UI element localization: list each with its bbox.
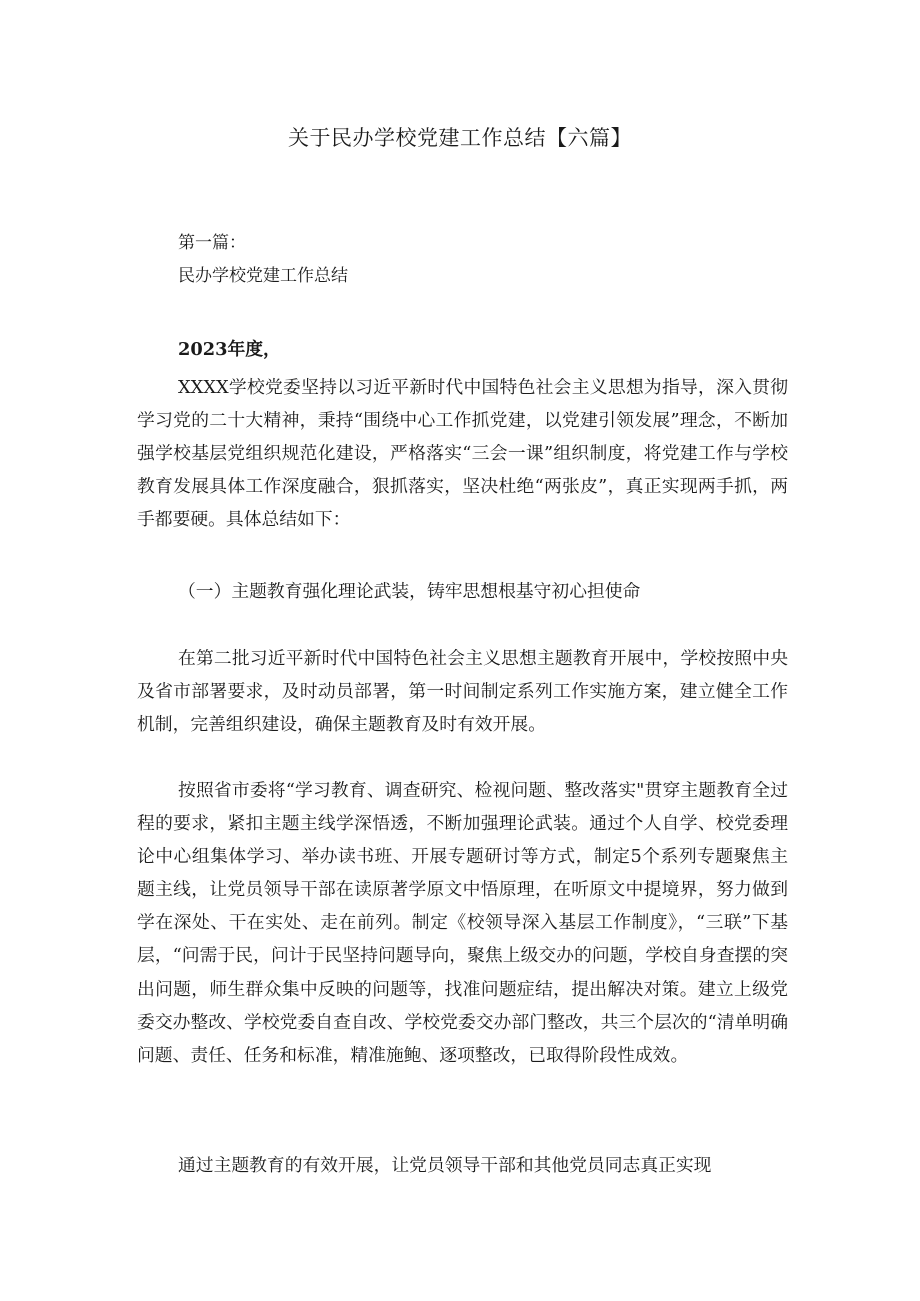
chapter-label: 第一篇： — [178, 233, 246, 253]
document-title: 关于民办学校党建工作总结【六篇】 — [288, 126, 632, 150]
section-heading: （一）主题教育强化理论武装，铸牢思想根基守初心担使命 — [178, 581, 641, 602]
paragraph-intro: XXXX学校党委坚持以习近平新时代中国特色社会主义思想为指导，深入贯彻学习党的二十大精神，秉持“围绕中心工作抓党建，以党建引领发展”理念，不断加强学校基层党组织规范化建设，严格落实“三会一课”组织制度，将党建工作与学校教育发展具体工作深度融合，狠抓落实，坚决杜绝“两张皮”，真正实现两手抓，两手都要硬。具体总结如下： — [137, 377, 788, 531]
paragraph-study: 按照省市委将“学习教育、调查研究、检视问题、整改落实"贯穿主题教育全过程的要求，紧扣主题主线学深悟透，不断加强理论武装。通过个人自学、校党委理论中心组集体学习、举办读书班、开展专题研讨等方式，制定5个系列专题聚焦主题主线，让党员领导干部在读原著学原文中悟原理，在听原文中提境界，努力做到学在深处、干在实处、走在前列。制定《校领导深入基层工作制度》，“三联”下基层，“问需于民，问计于民坚持问题导向，聚焦上级交办的问题，学校自身查摆的突出问题，师生群众集中反映的问题等，找准问题症结，提出解决对策。建立上级党委交办整改、学校党委自查自改、学校党委交办部门整改，共三个层次的“清单明确问题、责任、任务和标准，精准施鲍、逐项整改，已取得阶段性成效。 — [137, 780, 788, 1066]
paragraph-deployment: 在第二批习近平新时代中国特色社会主义思想主题教育开展中，学校按照中央及省市部署要求，及时动员部署，第一时间制定系列工作实施方案，建立健全工作机制，完善组织建设，确保主题教育及时有效开展。 — [137, 648, 788, 736]
year-line: 2023年度， — [178, 339, 281, 360]
chapter-title: 民办学校党建工作总结 — [178, 266, 348, 286]
paragraph-results: 通过主题教育的有效开展，让党员领导干部和其他党员同志真正实现 — [178, 1155, 712, 1176]
